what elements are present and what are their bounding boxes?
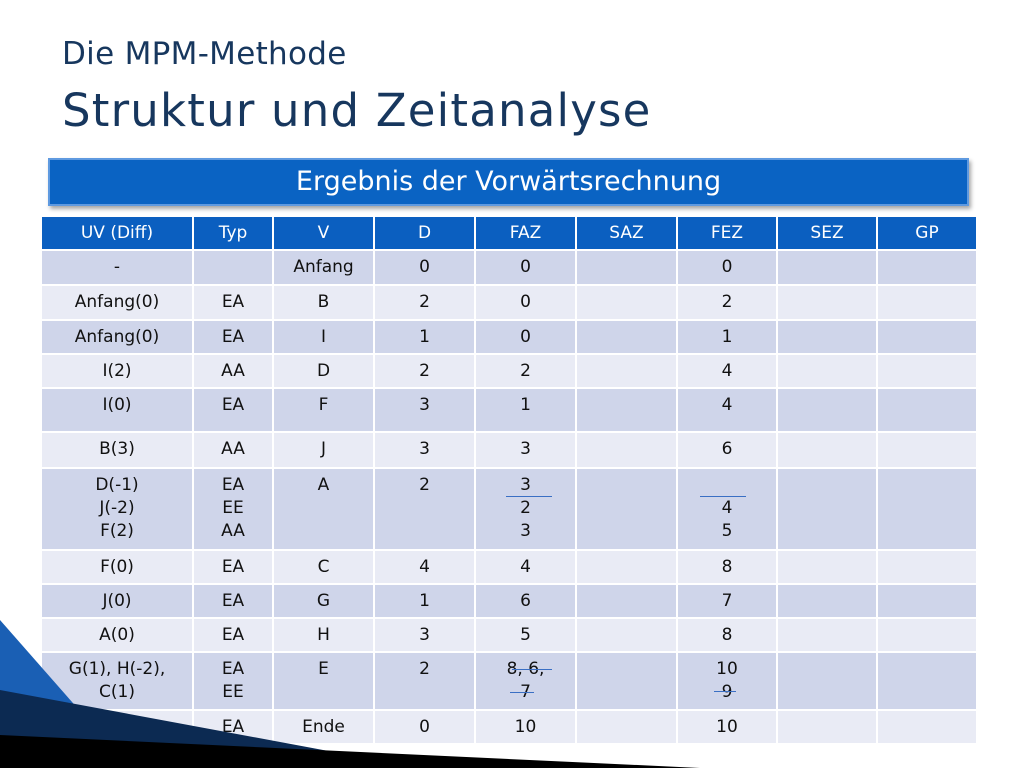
col-header-gp: GP [877, 216, 977, 250]
cell-line: 3 [520, 521, 531, 541]
cell-d: 2 [374, 354, 475, 388]
cell-sez [777, 354, 877, 388]
cell-line: C(1) [99, 682, 135, 702]
cell-saz [576, 250, 677, 285]
cell-v: Ende [273, 710, 374, 744]
cell-line: D(-1) [95, 475, 139, 495]
col-header-fez: FEZ [677, 216, 777, 250]
cell-fez: 8 [677, 550, 777, 584]
cell-line: EA [221, 475, 245, 495]
table-row [41, 618, 977, 652]
cell-typ: EA [193, 388, 273, 432]
cell-sez [777, 388, 877, 432]
table-header-row [41, 216, 977, 250]
col-header-typ: Typ [193, 216, 273, 250]
table-row [41, 320, 977, 354]
cell-line: 5 [721, 521, 733, 541]
cell-gp [877, 584, 977, 618]
title-line-2: Struktur und Zeitanalyse [62, 84, 652, 137]
cell-v: D [273, 354, 374, 388]
cell-faz: 0 [475, 250, 576, 285]
cell-sez [777, 250, 877, 285]
cell-uv: F(0) [41, 550, 193, 584]
cell-saz [576, 354, 677, 388]
cell-gp [877, 250, 977, 285]
mpm-table [40, 215, 978, 745]
cell-sez [777, 468, 877, 550]
cell-sez [777, 550, 877, 584]
cell-v: Anfang [273, 250, 374, 285]
cell-fez: 8 [677, 618, 777, 652]
cell-line: 7 [520, 682, 531, 702]
cell-line: EA [221, 659, 245, 679]
col-header-sez: SEZ [777, 216, 877, 250]
cell-faz [475, 468, 576, 550]
cell-uv: A(0) [41, 618, 193, 652]
cell-line: EE [222, 498, 244, 518]
cell-v: C [273, 550, 374, 584]
cell-line: J(-2) [99, 498, 135, 518]
cell-typ: EA [193, 710, 273, 744]
cell-gp [877, 618, 977, 652]
cell-uv: I(2) [41, 354, 193, 388]
cell-v: B [273, 285, 374, 320]
cell-fez: 2 [677, 285, 777, 320]
cell-faz: 6 [475, 584, 576, 618]
table-row [41, 388, 977, 432]
cell-typ: AA [193, 354, 273, 388]
table-row [41, 432, 977, 468]
cell-saz [576, 618, 677, 652]
cell-sez [777, 710, 877, 744]
strike-mark [714, 691, 736, 692]
cell-gp [877, 285, 977, 320]
cell-saz [576, 432, 677, 468]
cell-sez [777, 432, 877, 468]
cell-uv: B(3) [41, 432, 193, 468]
cell-gp [877, 388, 977, 432]
cell-faz: 1 [475, 388, 576, 432]
cell-d: 1 [374, 584, 475, 618]
cell-line: 10 [716, 659, 738, 679]
strike-mark [510, 692, 534, 693]
strike-mark [512, 669, 552, 670]
cell-v: I [273, 320, 374, 354]
table-row [41, 468, 977, 550]
cell-fez: 4 [677, 388, 777, 432]
cell-line: G(1), H(-2), [68, 659, 166, 679]
cell-saz [576, 652, 677, 710]
cell-line: F(2) [100, 521, 134, 541]
cell-saz [576, 584, 677, 618]
table-row [41, 584, 977, 618]
cell-d: 4 [374, 550, 475, 584]
cell-line: 8, 6, [506, 659, 545, 679]
cell-d: 2 [374, 652, 475, 710]
cell-fez: 4 [677, 354, 777, 388]
cell-fez: 7 [677, 584, 777, 618]
strike-mark [700, 496, 746, 497]
title-line-1: Die MPM-Methode [62, 36, 347, 72]
cell-fez: 10 [677, 710, 777, 744]
cell-fez [677, 652, 777, 710]
cell-fez: 6 [677, 432, 777, 468]
table-row [41, 250, 977, 285]
cell-d: 2 [374, 285, 475, 320]
col-header-d: D [374, 216, 475, 250]
table-row [41, 354, 977, 388]
cell-faz: 10 [475, 710, 576, 744]
cell-v: F [273, 388, 374, 432]
cell-fez: 1 [677, 320, 777, 354]
cell-uv: Anfang(0) [41, 285, 193, 320]
cell-sez [777, 285, 877, 320]
cell-line: 9 [721, 682, 733, 702]
cell-line: EE [222, 682, 244, 702]
cell-gp [877, 652, 977, 710]
cell-d: 3 [374, 432, 475, 468]
cell-v: J [273, 432, 374, 468]
cell-fez: 0 [677, 250, 777, 285]
cell-line: AA [221, 521, 245, 541]
cell-d: 0 [374, 710, 475, 744]
strike-mark [506, 496, 552, 497]
cell-gp [877, 432, 977, 468]
cell-uv: E(0) [41, 710, 193, 744]
cell-d: 1 [374, 320, 475, 354]
cell-uv: I(0) [41, 388, 193, 432]
cell-saz [576, 550, 677, 584]
cell-sez [777, 584, 877, 618]
cell-typ: EA [193, 285, 273, 320]
cell-typ: EA [193, 618, 273, 652]
cell-d: 3 [374, 618, 475, 652]
cell-typ: EA [193, 550, 273, 584]
cell-faz: 5 [475, 618, 576, 652]
cell-d: 0 [374, 250, 475, 285]
cell-uv: - [41, 250, 193, 285]
cell-typ [193, 250, 273, 285]
cell-gp [877, 354, 977, 388]
cell-line: 4 [721, 498, 733, 518]
corner-decoration-black [0, 735, 700, 768]
result-banner: Ergebnis der Vorwärtsrechnung [48, 158, 969, 206]
cell-saz [576, 285, 677, 320]
cell-v: G [273, 584, 374, 618]
cell-faz: 0 [475, 285, 576, 320]
table-row [41, 550, 977, 584]
cell-saz [576, 388, 677, 432]
col-header-v: V [273, 216, 374, 250]
cell-line: 3 [520, 475, 531, 495]
cell-faz: 2 [475, 354, 576, 388]
cell-uv: Anfang(0) [41, 320, 193, 354]
cell-faz: 0 [475, 320, 576, 354]
cell-typ: AA [193, 432, 273, 468]
cell-uv [41, 468, 193, 550]
cell-v: A [273, 468, 374, 550]
cell-gp [877, 320, 977, 354]
col-header-saz: SAZ [576, 216, 677, 250]
cell-d: 3 [374, 388, 475, 432]
cell-line [680, 474, 774, 497]
cell-fez [677, 468, 777, 550]
cell-sez [777, 320, 877, 354]
cell-sez [777, 618, 877, 652]
cell-saz [576, 320, 677, 354]
col-header-uv: UV (Diff) [41, 216, 193, 250]
cell-gp [877, 468, 977, 550]
cell-typ [193, 468, 273, 550]
cell-faz: 3 [475, 432, 576, 468]
cell-gp [877, 550, 977, 584]
cell-sez [777, 652, 877, 710]
table-row [41, 285, 977, 320]
cell-saz [576, 468, 677, 550]
cell-v: E [273, 652, 374, 710]
cell-v: H [273, 618, 374, 652]
cell-faz [475, 652, 576, 710]
cell-faz: 4 [475, 550, 576, 584]
cell-line: 2 [520, 498, 531, 518]
cell-typ: EA [193, 584, 273, 618]
cell-gp [877, 710, 977, 744]
cell-d: 2 [374, 468, 475, 550]
cell-typ: EA [193, 320, 273, 354]
col-header-faz: FAZ [475, 216, 576, 250]
cell-uv: J(0) [41, 584, 193, 618]
